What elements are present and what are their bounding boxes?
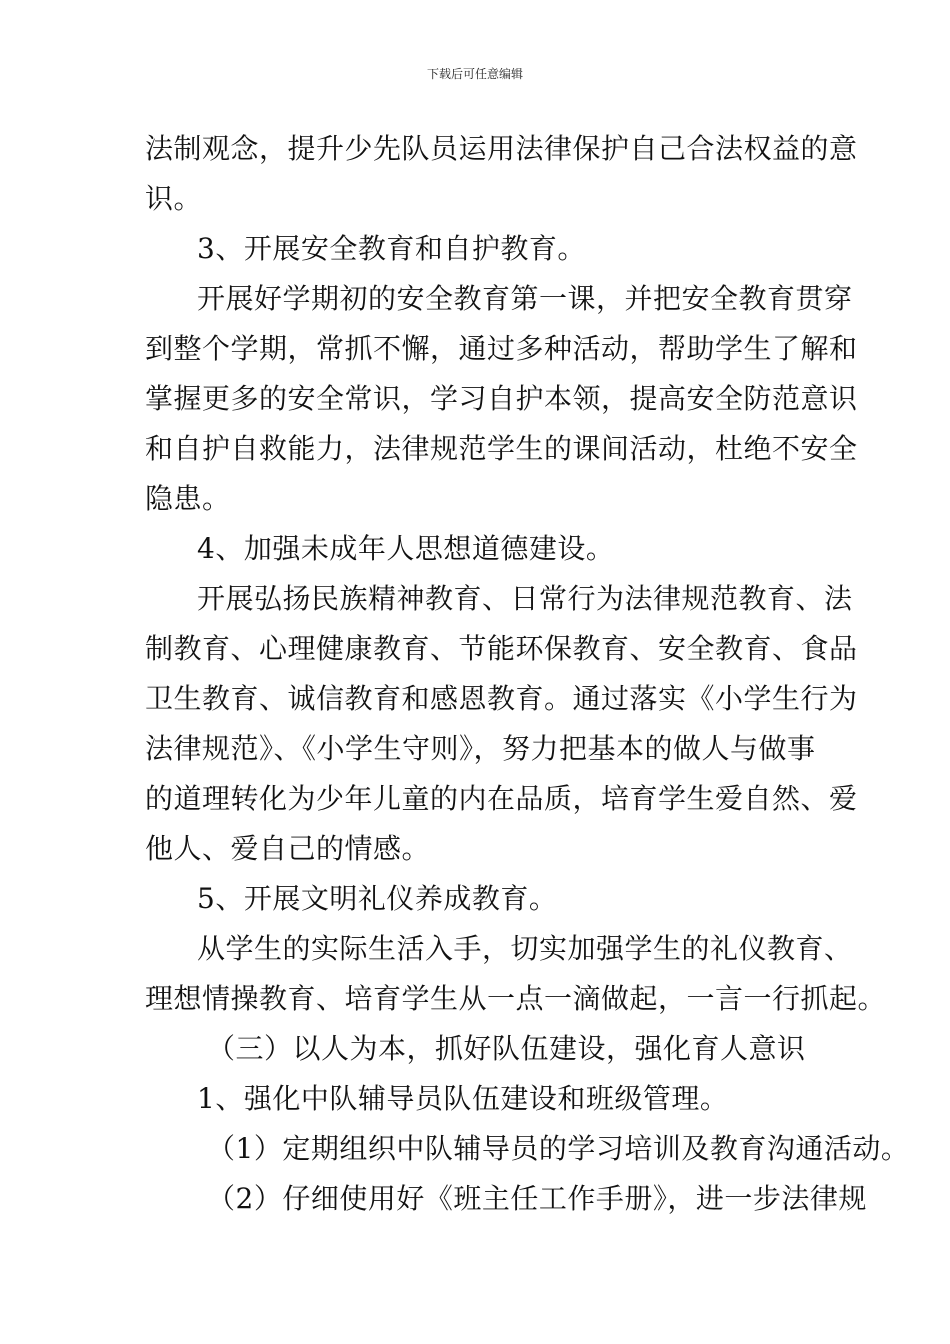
list-item: （2）仔细使用好《班主任工作手册》，进一步法律规	[207, 1182, 867, 1215]
list-item: （1）定期组织中队辅导员的学习培训及教育沟通活动。	[207, 1132, 910, 1165]
paragraph-line: 卫生教育、诚信教育和感恩教育。通过落实《小学生行为	[145, 682, 858, 715]
paragraph-line: 制教育、心理健康教育、节能环保教育、安全教育、食品	[145, 632, 858, 665]
paragraph-line: 和自护自救能力，法律规范学生的课间活动，杜绝不安全	[145, 432, 858, 465]
paragraph-line: 掌握更多的安全常识，学习自护本领，提高安全防范意识	[145, 382, 858, 415]
paragraph-line: 从学生的实际生活入手，切实加强学生的礼仪教育、	[197, 932, 853, 965]
paragraph-line: 的道理转化为少年儿童的内在品质，培育学生爱自然、爱	[145, 782, 858, 815]
paragraph-line: 识。	[145, 182, 203, 215]
section-heading: 4、加强未成年人思想道德建设。	[197, 532, 615, 565]
paragraph-line: 他人、爱自己的情感。	[145, 832, 431, 865]
document-body	[145, 124, 910, 1224]
paragraph-line: 隐患。	[145, 482, 231, 515]
paragraph-line: 法制观念，提升少先队员运用法律保护自己合法权益的意	[145, 132, 858, 165]
paragraph-line: 法律规范》、《小学生守则》，努力把基本的做人与做事	[145, 732, 816, 765]
section-heading: 1、强化中队辅导员队伍建设和班级管理。	[197, 1082, 729, 1115]
section-heading: （三）以人为本，抓好队伍建设，强化育人意识	[207, 1032, 806, 1065]
paragraph-line: 开展好学期初的安全教育第一课，并把安全教育贯穿	[197, 282, 853, 315]
section-heading: 3、开展安全教育和自护教育。	[197, 232, 586, 265]
paragraph-line: 理想情操教育、培育学生从一点一滴做起，一言一行抓起。	[145, 982, 887, 1015]
paragraph-line: 开展弘扬民族精神教育、日常行为法律规范教育、法	[197, 582, 853, 615]
paragraph-line: 到整个学期，常抓不懈，通过多种活动，帮助学生了解和	[145, 332, 858, 365]
page-header: 下载后可任意编辑	[426, 67, 523, 81]
section-heading: 5、开展文明礼仪养成教育。	[197, 882, 558, 915]
